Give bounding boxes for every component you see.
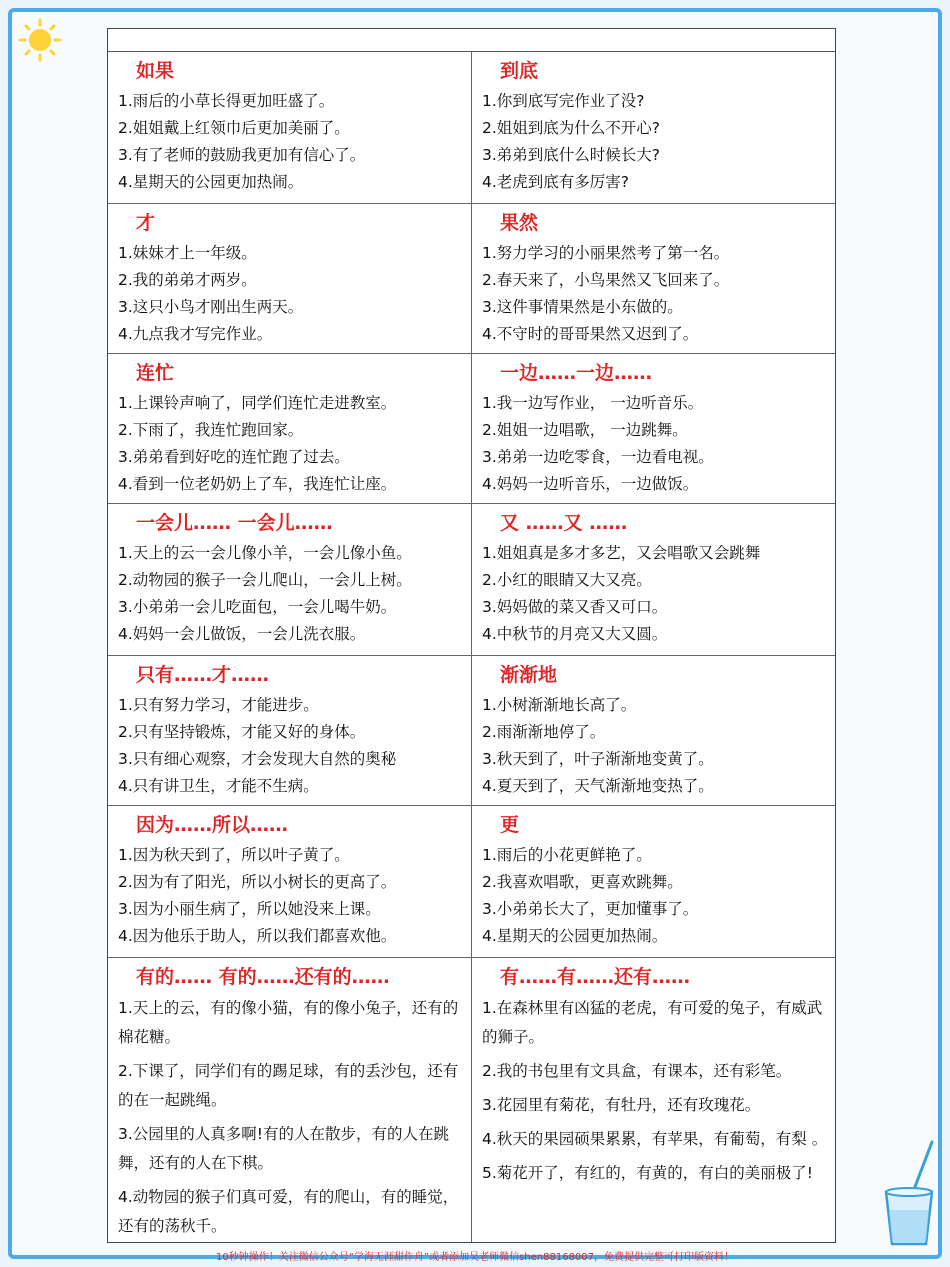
example-sentence: 3.这只小鸟才刚出生两天。 (118, 298, 304, 316)
table-cell-left (108, 656, 472, 806)
example-sentence: 1.你到底写完作业了没? (482, 92, 645, 110)
example-sentence: 2.我的弟弟才两岁。 (118, 271, 257, 289)
table-cell-left (108, 504, 472, 656)
example-sentence: 3.弟弟一边吃零食，一边看电视。 (482, 448, 714, 466)
example-sentence: 2.我喜欢唱歌，更喜欢跳舞。 (482, 873, 683, 891)
example-sentence: 3.小弟弟长大了，更加懂事了。 (482, 900, 699, 918)
table-cell-left (108, 52, 472, 204)
example-sentence: 1.雨后的小花更鲜艳了。 (482, 846, 652, 864)
drink-cup-icon (880, 1140, 938, 1250)
example-sentence: 3.因为小丽生病了，所以她没来上课。 (118, 900, 381, 918)
example-sentence: 3.弟弟看到好吃的连忙跑了过去。 (118, 448, 350, 466)
example-sentence: 1.我一边写作业， 一边听音乐。 (482, 394, 704, 412)
example-sentence: 2.姐姐戴上红领巾后更加美丽了。 (118, 119, 350, 137)
example-sentence: 2.下雨了，我连忙跑回家。 (118, 421, 304, 439)
table-cell-left (108, 204, 472, 354)
example-sentence: 2.只有坚持锻炼，才能又好的身体。 (118, 723, 366, 741)
example-sentence: 2.动物园的猴子一会儿爬山，一会儿上树。 (118, 571, 412, 589)
example-sentence: 1.天上的云一会儿像小羊，一会儿像小鱼。 (118, 544, 412, 562)
example-sentence: 2.春天来了，小鸟果然又飞回来了。 (482, 271, 730, 289)
table-cell-right (472, 204, 835, 354)
table-cell-right (472, 52, 835, 204)
table-grid (108, 52, 835, 1243)
word-heading: 一会儿…… 一会儿…… (136, 512, 333, 534)
example-sentence: 4.星期天的公园更加热闹。 (118, 173, 304, 191)
example-sentence: 3.小弟弟一会儿吃面包，一会儿喝牛奶。 (118, 598, 397, 616)
sun-icon (18, 18, 62, 62)
example-sentence: 1.只有努力学习，才能进步。 (118, 696, 319, 714)
word-heading: 果然 (500, 212, 539, 234)
example-sentence: 1.姐姐真是多才多艺，又会唱歌又会跳舞 (482, 544, 761, 562)
example-sentence: 3.有了老师的鼓励我更加有信心了。 (118, 146, 366, 164)
example-sentence: 4.不守时的哥哥果然又迟到了。 (482, 325, 699, 343)
example-sentence: 4.秋天的果园硕果累累，有苹果，有葡萄，有梨 。 (482, 1130, 828, 1148)
word-heading: 才 (136, 212, 156, 234)
table-cell-right (472, 656, 835, 806)
example-sentence: 4.九点我才写完作业。 (118, 325, 273, 343)
example-sentence: 4.只有讲卫生，才能不生病。 (118, 777, 319, 795)
example-sentence: 1.因为秋天到了，所以叶子黄了。 (118, 846, 350, 864)
example-sentence: 1.上课铃声响了，同学们连忙走进教室。 (118, 394, 397, 412)
example-sentence: 3.弟弟到底什么时候长大? (482, 146, 661, 164)
example-sentence: 4.星期天的公园更加热闹。 (482, 927, 668, 945)
example-sentence: 1.努力学习的小丽果然考了第一名。 (482, 244, 730, 262)
example-sentence: 4.夏天到了，天气渐渐地变热了。 (482, 777, 714, 795)
word-heading: 一边……一边…… (500, 362, 653, 384)
example-sentence: 4.看到一位老奶奶上了车，我连忙让座。 (118, 475, 397, 493)
example-sentence: 2.姐姐到底为什么不开心? (482, 119, 661, 137)
word-heading: 渐渐地 (500, 664, 558, 686)
word-heading: 如果 (136, 60, 175, 82)
example-sentence: 1.雨后的小草长得更加旺盛了。 (118, 92, 335, 110)
example-sentence: 2.因为有了阳光，所以小树长的更高了。 (118, 873, 397, 891)
word-heading: 因为……所以…… (136, 814, 289, 836)
example-sentence: 2.小红的眼睛又大又亮。 (482, 571, 652, 589)
word-heading: 又 ……又 …… (500, 512, 628, 534)
example-sentence: 4.老虎到底有多厉害? (482, 173, 630, 191)
example-sentence: 5.菊花开了，有红的，有黄的，有白的美丽极了! (482, 1164, 814, 1182)
example-sentence: 1.小树渐渐地长高了。 (482, 696, 637, 714)
example-sentence: 2.雨渐渐地停了。 (482, 723, 606, 741)
example-sentence: 2.下课了，同学们有的踢足球，有的丢沙包，还有的在一起跳绳。 (118, 1062, 459, 1109)
word-usage-table (107, 28, 836, 1243)
table-cell-right (472, 958, 835, 1243)
example-sentence: 4.因为他乐于助人，所以我们都喜欢他。 (118, 927, 397, 945)
example-sentence: 4.妈妈一边听音乐，一边做饭。 (482, 475, 699, 493)
table-cell-left (108, 958, 472, 1243)
table-header-strip (108, 29, 835, 52)
footer-note: 10秒钟操作！关注微信公众号“学海无涯甜作舟”或者添加吴老师微信shen88168007，免费提供完整可打印版资料！ (215, 1252, 735, 1263)
example-sentence: 1.在森林里有凶猛的老虎，有可爱的兔子，有威武的狮子。 (482, 999, 823, 1046)
table-cell-right (472, 354, 835, 504)
table-cell-left (108, 354, 472, 504)
example-sentence: 3.这件事情果然是小东做的。 (482, 298, 683, 316)
example-sentence: 3.妈妈做的菜又香又可口。 (482, 598, 668, 616)
word-heading: 有……有……还有…… (500, 966, 691, 988)
word-heading: 更 (500, 814, 520, 836)
table-cell-right (472, 806, 835, 958)
example-sentence: 3.花园里有菊花，有牡丹，还有玫瑰花。 (482, 1096, 761, 1114)
example-sentence: 3.公园里的人真多啊!有的人在散步，有的人在跳舞，还有的人在下棋。 (118, 1125, 450, 1172)
example-sentence: 3.秋天到了，叶子渐渐地变黄了。 (482, 750, 714, 768)
word-heading: 连忙 (136, 362, 175, 384)
example-sentence: 2.我的书包里有文具盒，有课本，还有彩笔。 (482, 1062, 792, 1080)
word-heading: 到底 (500, 60, 539, 82)
example-sentence: 4.中秋节的月亮又大又圆。 (482, 625, 668, 643)
example-sentence: 1.天上的云，有的像小猫，有的像小兔子，还有的棉花糖。 (118, 999, 459, 1046)
word-heading: 有的…… 有的……还有的…… (136, 966, 390, 988)
table-cell-right (472, 504, 835, 656)
example-sentence: 3.只有细心观察，才会发现大自然的奥秘 (118, 750, 397, 768)
example-sentence: 1.妹妹才上一年级。 (118, 244, 257, 262)
example-sentence: 4.妈妈一会儿做饭，一会儿洗衣服。 (118, 625, 366, 643)
word-heading: 只有……才…… (136, 664, 270, 686)
table-cell-left (108, 806, 472, 958)
example-sentence: 2.姐姐一边唱歌， 一边跳舞。 (482, 421, 688, 439)
example-sentence: 4.动物园的猴子们真可爱，有的爬山，有的睡觉，还有的荡秋千。 (118, 1188, 459, 1235)
